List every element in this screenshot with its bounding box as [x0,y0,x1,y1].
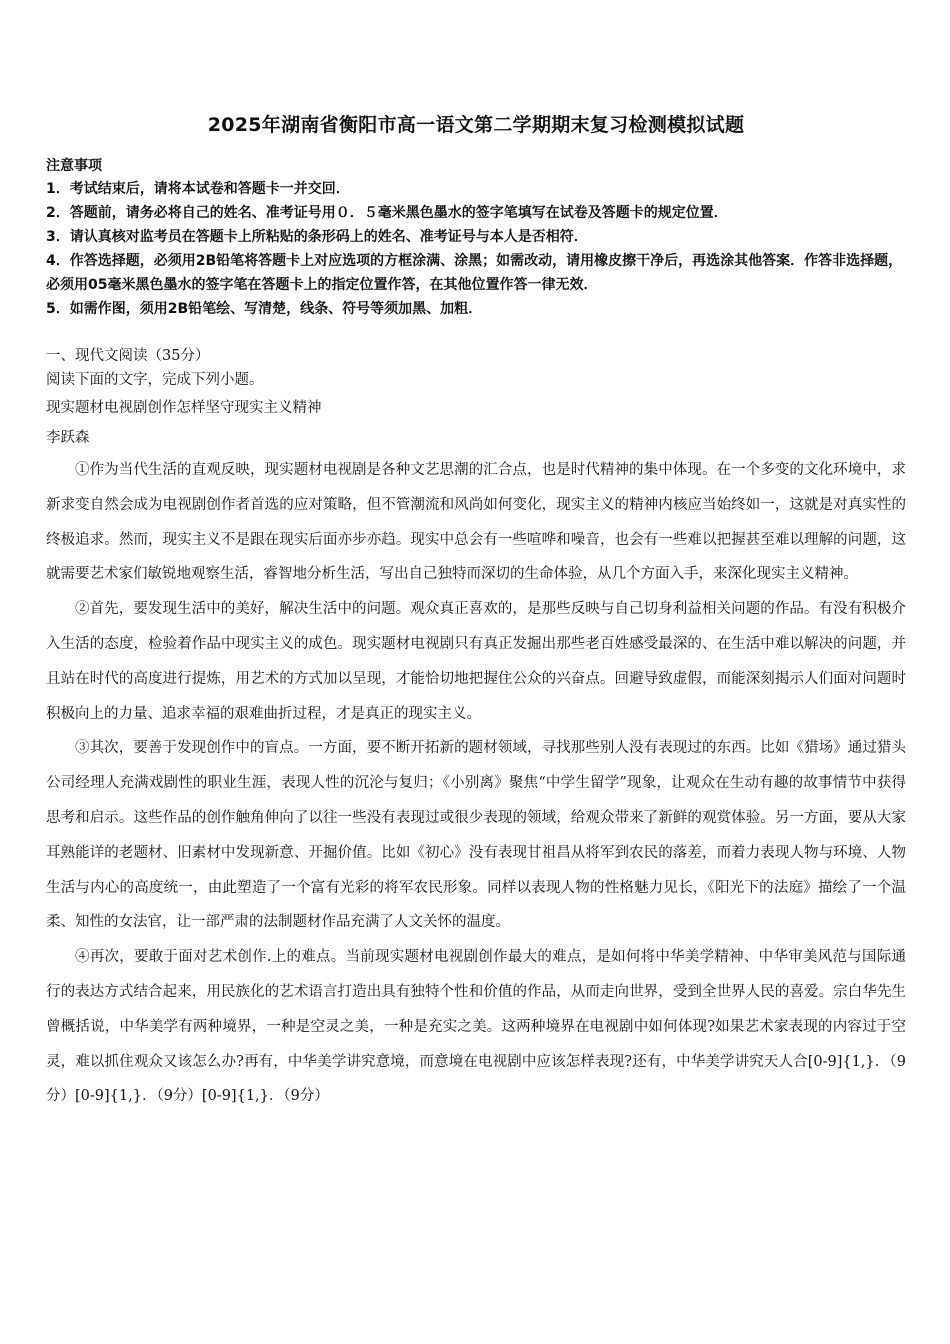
section-heading: 一、现代文阅读（35分） [46,348,210,364]
notice-block [46,155,906,321]
notice-item-4: 4．作答选择题，必须用2B铅笔将答题卡上对应选项的方框涂满、涂黑；如需改动，请用橡皮擦干净后，再选涂其他答案．作答非选择题，必须用05毫米黑色墨水的签字笔在答题卡上的指定位置作答，在其他位置作答一律无效． [46,253,903,293]
article-author: 李跃森 [46,430,90,446]
article-paragraph-1: ①作为当代生活的直观反映，现实题材电视剧是各种文艺思潮的汇合点，也是时代精神的集中体现。在一个多变的文化环境中，求新求变自然会成为电视剧创作者首选的应对策略，但不管潮流和风尚如何变化，现实主义的精神内核应当始终如一，这就是对真实性的终极追求。然而，现实主义不是跟在现实后面亦步亦趋。现实中总会有一些喧哗和噪音，也会有一些难以把握甚至难以理解的问题，这就需要艺术家们敏锐地观察生活，睿智地分析生活，写出自己独特而深切的生命体验，从几个方面入手，来深化现实主义精神。 [46,462,906,583]
article-title: 现实题材电视剧创作怎样坚守现实主义精神 [46,400,322,416]
notice-item-2: 2．答题前，请务必将自己的姓名、准考证号用０．５毫米黑色墨水的签字笔填写在试卷及答题卡的规定位置． [46,205,728,221]
document-page [46,110,906,1114]
page-title: 2025年湖南省衡阳市高一语文第二学期期末复习检测模拟试题 [207,114,745,136]
article-paragraph-2: ②首先，要发现生活中的美好，解决生活中的问题。观众真正喜欢的，是那些反映与自己切身利益相关问题的作品。有没有积极介入生活的态度，检验着作品中现实主义的成色。现实题材电视剧只有真正发掘出那些老百姓感受最深的、在生活中难以解决的问题，并且站在时代的高度进行提炼，用艺术的方式加以呈现，才能恰切地把握住公众的兴奋点。回避导致虚假，而能深刻揭示人们面对问题时积极向上的力量、追求幸福的艰难曲折过程，才是真正的现实主义。 [46,601,906,722]
reading-section [46,345,906,1114]
article-paragraph-4: ④再次，要敢于面对艺术创作.上的难点。当前现实题材电视剧创作最大的难点，是如何将中华美学精神、中华审美风范与国际通行的表达方式结合起来，用民族化的艺术语言打造出具有独特个性和价值的作品，从而走向世界，受到全世界人民的喜爱。宗白华先生曾概括说，中华美学有两种境界，一种是空灵之美，一种是充实之美。这两种境界在电视剧中如何体现?如果艺术家表现的内容过于空灵，难以抓住观众又该怎么办?再有，中华美学讲究意境，而意境在电视剧中应该怎样表现?还有，中华美学讲究天人合[0-9]{1,}．（9分）[0-9]{1,}．（9分）[0-9]{1,}．（9分） [46,949,906,1105]
notice-item-1: 1．考试结束后，请将本试卷和答题卡一并交回． [46,181,350,197]
section-instruction: 阅读下面的文字，完成下列小题。 [46,372,264,388]
notice-item-3: 3．请认真核对监考员在答题卡上所粘贴的条形码上的姓名、准考证号与本人是否相符． [46,229,588,245]
notice-heading: 注意事项 [46,158,102,174]
article-paragraph-3: ③其次，要善于发现创作中的盲点。一方面，要不断开拓新的题材领域，寻找那些别人没有表现过的东西。比如《猎场》通过猎头公司经理人充满戏剧性的职业生涯，表现人性的沉沦与复归；《小别离》聚焦“中学生留学”现象，让观众在生动有趣的故事情节中获得思考和启示。这些作品的创作触角伸向了以往一些没有表现过或很少表现的领域，给观众带来了新鲜的观赏体验。另一方面，要从大家耳熟能详的老题材、旧素材中发现新意、开掘价值。比如《初心》没有表现甘祖昌从将军到农民的落差，而着力表现人物与环境、人物生活与内心的高度统一，由此塑造了一个富有光彩的将军农民形象。同样以表现人物的性格魅力见长，《阳光下的法庭》描绘了一个温柔、知性的女法官，让一部严肃的法制题材作品充满了人文关怀的温度。 [46,740,906,931]
notice-item-5: 5．如需作图，须用2B铅笔绘、写清楚，线条、符号等须加黑、加粗． [46,301,483,317]
